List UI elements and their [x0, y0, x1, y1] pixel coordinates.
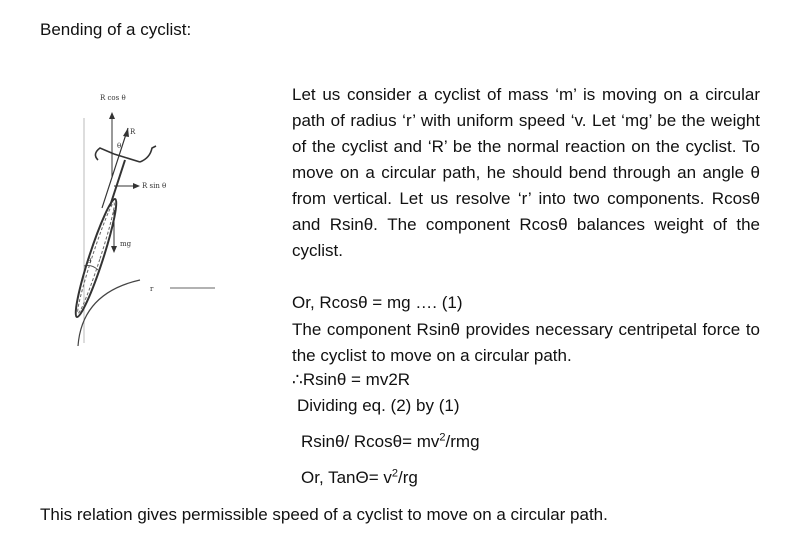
label-r: R	[130, 128, 136, 136]
intro-paragraph: Let us consider a cyclist of mass ‘m’ is moving on a circular path of radius ‘r’ with uniform speed ‘v. Let ‘mg’ be the weight of the cyclist and ‘R’ be the normal reaction on the cyclist. To move on a circular path, he should bend through an angle θ from vertical. Let us resolve ‘r’ into two components. Rcosθ and Rsinθ. The component Rcosθ balances weight of the cyclist.	[292, 85, 760, 260]
label-radius: r	[150, 285, 154, 293]
component-paragraph: The component Rsinθ provides necessary centripetal force to the cyclist to move on a circular path.	[292, 320, 760, 365]
label-rcos: R cos θ	[100, 94, 126, 102]
rsin-arrowhead	[133, 183, 140, 189]
ratio-right: /rmg	[445, 432, 480, 451]
label-theta-top: θ	[117, 142, 122, 150]
ratio-equation	[301, 432, 480, 452]
rcos-arrowhead	[109, 112, 115, 119]
label-mg: mg	[120, 240, 132, 248]
conclusion-text: This relation gives permissible speed of a cyclist to move on a circular path.	[40, 505, 608, 524]
label-rsin: R sin θ	[142, 182, 167, 190]
r-force-arrow	[102, 128, 128, 208]
right-handlebar	[140, 146, 156, 162]
cyclist-diagram	[70, 88, 270, 350]
tan-superscript: 2	[391, 467, 398, 480]
ratio-left: Rsinθ/ Rcosθ= mv	[301, 432, 440, 451]
ground-curve	[78, 280, 140, 346]
page-heading: Bending of a cyclist:	[40, 20, 192, 39]
mg-arrowhead	[111, 246, 117, 253]
ratio-superscript: 2	[439, 431, 446, 444]
r-force-arrowhead	[123, 128, 129, 137]
bicycle-wheel	[70, 197, 122, 319]
tan-left: Or, TanΘ= v	[301, 468, 392, 487]
left-handlebar	[95, 148, 114, 160]
equation-1: Or, Rcosθ = mg …. (1)	[292, 293, 463, 312]
tan-equation	[301, 468, 418, 488]
tan-right: /rg	[398, 468, 418, 487]
equation-2: ∴Rsinθ = mv2R	[292, 370, 411, 389]
label-theta-base: θ	[87, 257, 92, 265]
cyclist-figure-svg	[70, 88, 270, 350]
dividing-statement: Dividing eq. (2) by (1)	[297, 396, 460, 415]
